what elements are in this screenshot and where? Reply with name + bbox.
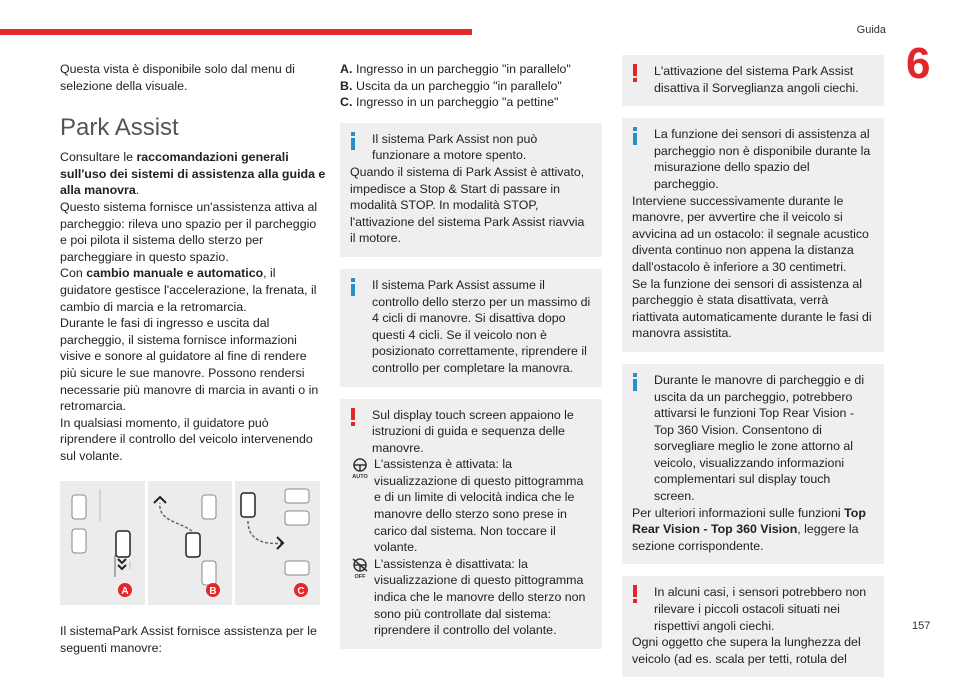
page-number: 157 xyxy=(912,620,931,632)
list-item: B. Uscita da un parcheggio "in parallelo" xyxy=(340,78,562,93)
info-icon xyxy=(632,127,638,145)
parallel-parking-out-illustration xyxy=(148,481,232,605)
list-item: C. Ingresso in un parcheggio "a pettine" xyxy=(340,95,559,110)
assist-active-item: AUTO L'assistenza è attivata: la visualizzazione di questo pittogramma e di un limite di velocità indica che le manovre dello sterzo sono prese in carico dal sistema. Non toccare il volante. xyxy=(350,456,592,556)
info-box-engine: Il sistema Park Assist non può funzionare a motore spento. Quando il sistema di Park Assist è attivato, impedisce a Stop & Start di passare in modalità STOP. In modalità STOP, l'attivazione del sistema Park Assist riavvia il motore. xyxy=(340,123,602,257)
paragraph-3: Con cambio manuale e automatico, il guidatore gestisce l'accelerazione, la frenata, il cambio di marcia e la retromarcia. xyxy=(60,266,317,314)
info-icon xyxy=(632,373,638,391)
column-1 xyxy=(60,61,326,657)
warning-box-display: Sul display touch screen appaiono le istruzioni di guida e sequenza delle manovre. AUTO L'assistenza è attivata: la visualizzazione di questo pittogramma e di un limite di velocità indica che le manovre dello sterzo sono prese in carico dal sistema. Non toccare il volante. OFF L'assistenza è disattivata: la visualizzazione di questo pittogramma indica che le manovre dello sterzo non sono più controllate dal sistema: riprendere il controllo del volante. xyxy=(340,399,602,649)
maneuver-figure xyxy=(60,481,320,605)
warning-icon xyxy=(350,408,356,426)
label-c: C xyxy=(297,586,305,598)
info-icon xyxy=(350,132,356,150)
parallel-parking-in-illustration xyxy=(60,481,144,605)
figure-panel-b xyxy=(148,481,233,605)
intro-text: Questa vista è disponibile solo dal menu di selezione della visuale. xyxy=(60,62,295,93)
section-title: Guida xyxy=(856,24,886,36)
maneuver-list xyxy=(340,61,602,111)
steering-off-icon xyxy=(350,557,370,579)
svg-text:AUTO: AUTO xyxy=(352,474,368,481)
svg-text:OFF: OFF xyxy=(354,573,366,580)
label-a: A xyxy=(121,586,129,598)
top-accent-bar xyxy=(0,29,472,35)
paragraph-2: Questo sistema fornisce un'assistenza attiva al parcheggio: rileva uno spazio per il parcheggio e poi pilota il sistema dello sterzo per parcheggiare in questo spazio. xyxy=(60,199,318,264)
warning-icon xyxy=(632,64,638,82)
figure-caption: Il sistemaPark Assist fornisce assistenza per le seguenti manovre: xyxy=(60,624,317,656)
column-3 xyxy=(622,55,884,689)
info-box-sensors: La funzione dei sensori di assistenza al parcheggio non è disponibile durante la misurazione dello spazio del parcheggio. Interviene successivamente durante le manovre, per avvertire che il veicolo si avvicina ad un ostacolo: il segnale acustico diventa continuo non appena la distanza dall'ostacolo è inferiore a 30 centimetri. Se la funzione dei sensori di assistenza al parcheggio è stata disattivata, verrà riattivata automaticamente durante le fasi di manovra assistita. xyxy=(622,118,884,352)
perpendicular-parking-illustration xyxy=(235,481,319,605)
figure-panel-c xyxy=(235,481,320,605)
info-box-vision: Durante le manovre di parcheggio e di uscita da un parcheggio, potrebbero attivarsi le funzioni Top Rear Vision - Top 360 Vision. Consentono di sorvegliare meglio le zone attorno al veicolo, visualizzando informazioni complementari sul display touch screen. Per ulteriori informazioni sulle funzioni Top Rear Vision - Top 360 Vision, leggere la sezione corrispondente. xyxy=(622,364,884,565)
paragraph-5: In qualsiasi momento, il guidatore può riprendere il controllo del veicolo intervenendo sul volante. xyxy=(60,415,313,463)
label-b: B xyxy=(209,586,217,598)
assist-inactive-item: OFF L'assistenza è disattivata: la visualizzazione di questo pittogramma indica che le manovre dello sterzo non sono più controllate dal sistema: riprendere il controllo del volante. xyxy=(350,556,592,639)
warning-box-obstacles: In alcuni casi, i sensori potrebbero non rilevare i piccoli ostacoli situati nei rispettivi angoli ciechi. Ogni oggetto che supera la lunghezza del veicolo (ad es. scala per tetti, rotula del xyxy=(622,576,884,677)
warning-box-blind-spot: L'attivazione del sistema Park Assist disattiva il Sorveglianza angoli ciechi. xyxy=(622,55,884,106)
steering-auto-icon xyxy=(350,457,370,479)
info-icon xyxy=(350,278,356,296)
chapter-number: 6 xyxy=(906,39,931,88)
park-assist-title: Park Assist xyxy=(60,114,179,142)
paragraph-4: Durante le fasi di ingresso e uscita dal parcheggio, il sistema fornisce informazioni visive e sonore al guidatore al fine di rendere più sicure le sue manovre. Possono rendersi necessarie più manovre di marcia in avanti o in retromarcia. xyxy=(60,316,319,414)
figure-panel-a xyxy=(60,481,145,605)
column-2 xyxy=(340,61,602,661)
list-item: A. Ingresso in un parcheggio "in parallelo" xyxy=(340,62,571,76)
warning-icon xyxy=(632,585,638,603)
info-box-cycles: Il sistema Park Assist assume il controllo dello sterzo per un massimo di 4 cicli di manovre. Si disattiva dopo questi 4 cicli. Se il veicolo non è posizionato correttamente, riprendere il controllo per completare la manovra. xyxy=(340,269,602,387)
paragraph-1: Consultare le raccomandazioni generali sull'uso dei sistemi di assistenza alla guida e alla manovra. xyxy=(60,150,326,198)
